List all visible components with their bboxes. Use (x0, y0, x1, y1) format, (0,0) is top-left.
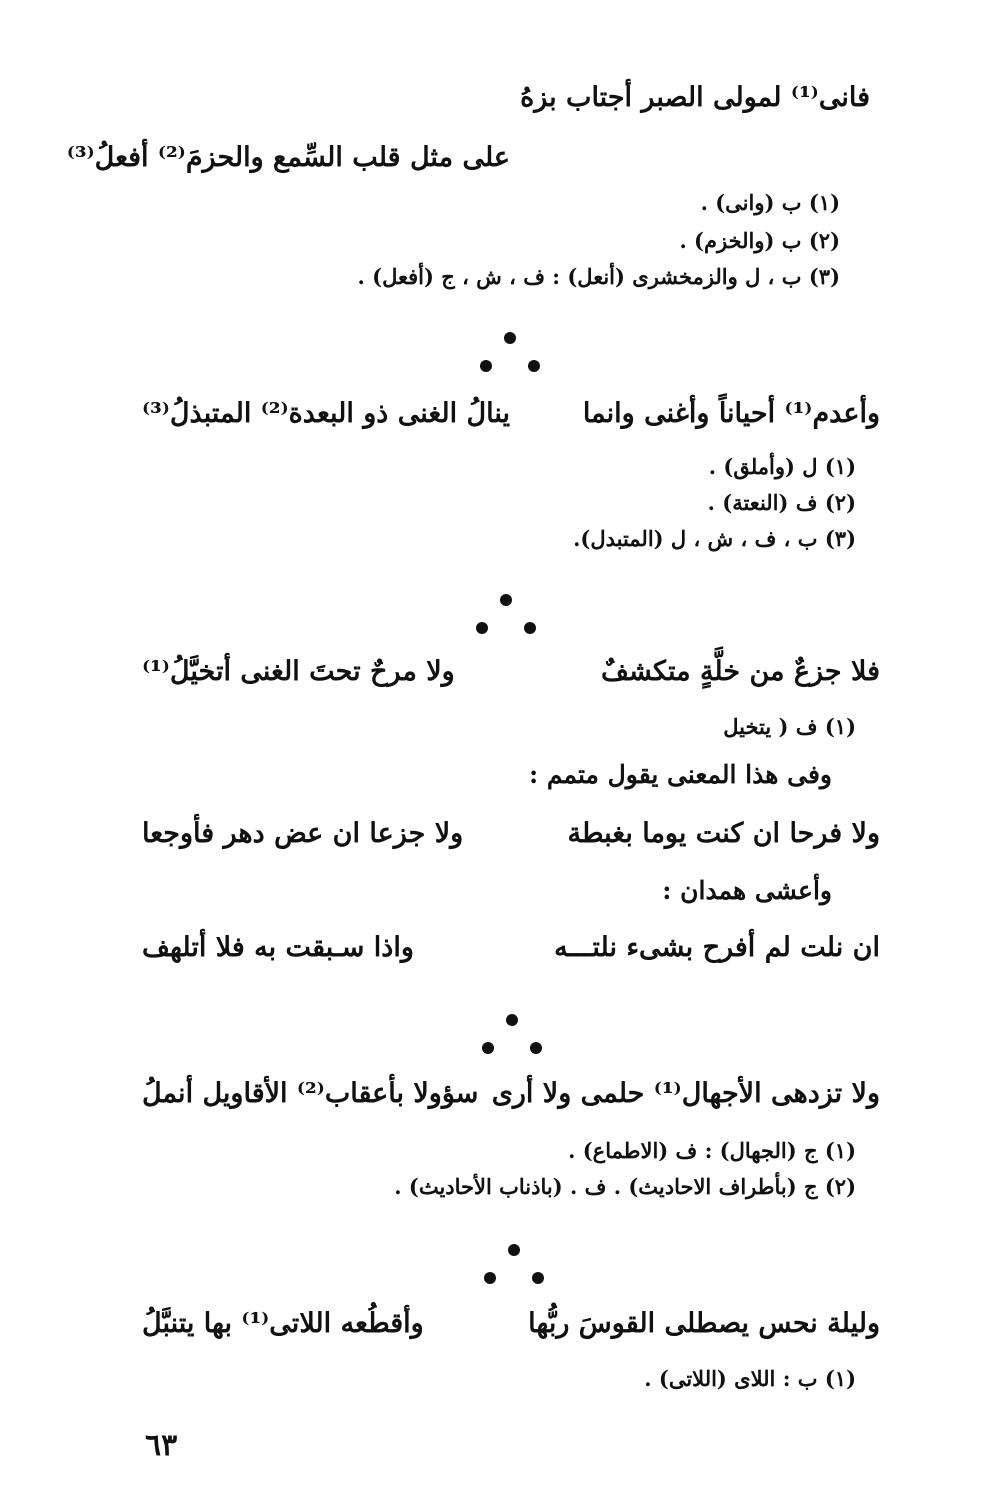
verse-hemistich-left: واذا سـبقت به فلا أتلهف (142, 932, 414, 963)
footnote: (١) ف ( يتخيل (723, 714, 856, 739)
verse-hemistich-left: ينالُ الغنى ذو البعدة⁽²⁾ المتبذلُ⁽³⁾ (142, 398, 511, 429)
footnote: (٣) ب ، ف ، ش ، ل (المتبدل). (573, 526, 856, 551)
verse-line (142, 932, 880, 963)
verse-line: فانى⁽¹⁾ لمولى الصبر أجتاب بزهُ (520, 82, 870, 113)
footnote: (٣) ب ، ل والزمخشرى (أنعل) : ف ، ش ، ج (أفعل) . (357, 264, 840, 289)
verse-line (142, 1308, 880, 1339)
verse-hemistich-left: ولا مرحٌ تحتَ الغنى أتخيَّلُ⁽¹⁾ (142, 656, 455, 687)
footnote: (٢) ف (النعتة) . (707, 490, 856, 515)
verse-line (142, 656, 880, 687)
footnote: (٢) ب (والخزم) . (679, 228, 840, 253)
verse-hemistich-left: ولا جزعا ان عض دهر فأوجعا (142, 818, 464, 849)
footnote: (١) ب : اللاى (اللاتى) . (644, 1366, 856, 1391)
footnote: (١) ل (وأملق) . (708, 454, 856, 479)
verse-hemistich-left: وأقطُعه اللاتى⁽¹⁾ بها يتنبَّلُ (142, 1308, 424, 1339)
section-separator (480, 332, 540, 382)
verse-line (142, 398, 880, 429)
footnote: (٢) ج (بأطراف الاحاديث) . ف . (باذناب الأحاديث) . (394, 1174, 856, 1199)
verse-hemistich-right: ولا تزدهى الأجهال⁽¹⁾ حلمى ولا أرى (491, 1078, 880, 1109)
prose-line: وفى هذا المعنى يقول متمم : (528, 760, 832, 789)
footnote: (١) ج (الجهال) : ف (الاطماع) . (568, 1138, 856, 1163)
verse-hemistich-right: وليلة نحس يصطلى القوسَ ربُّها (528, 1308, 880, 1339)
verse-hemistich-left: سؤولا بأعقاب⁽²⁾ الأقاويل أنملُ (142, 1078, 479, 1109)
page-number: ٦٣ (145, 1428, 178, 1463)
verse-hemistich-right: فلا جزعٌ من خلَّةٍ متكشفٌ (601, 656, 880, 687)
section-separator (482, 1014, 542, 1064)
verse-line (142, 1078, 880, 1109)
verse-hemistich-right: ولا فرحا ان كنت يوما بغبطة (567, 818, 880, 849)
prose-line: وأعشى همدان : (662, 876, 832, 905)
verse-line: على مثل قلب السِّمع والحزمَ⁽²⁾ أفعلُ⁽³⁾ (66, 142, 510, 173)
verse-hemistich-right: وأعدم⁽¹⁾ أحياناً وأغنى وانما (582, 398, 880, 429)
verse-hemistich-right: ان نلت لم أفرح بشىء نلتـــه (554, 932, 880, 963)
section-separator (476, 594, 536, 644)
section-separator (484, 1244, 544, 1294)
footnote: (١) ب (وانى) . (700, 190, 840, 215)
verse-line (142, 818, 880, 849)
